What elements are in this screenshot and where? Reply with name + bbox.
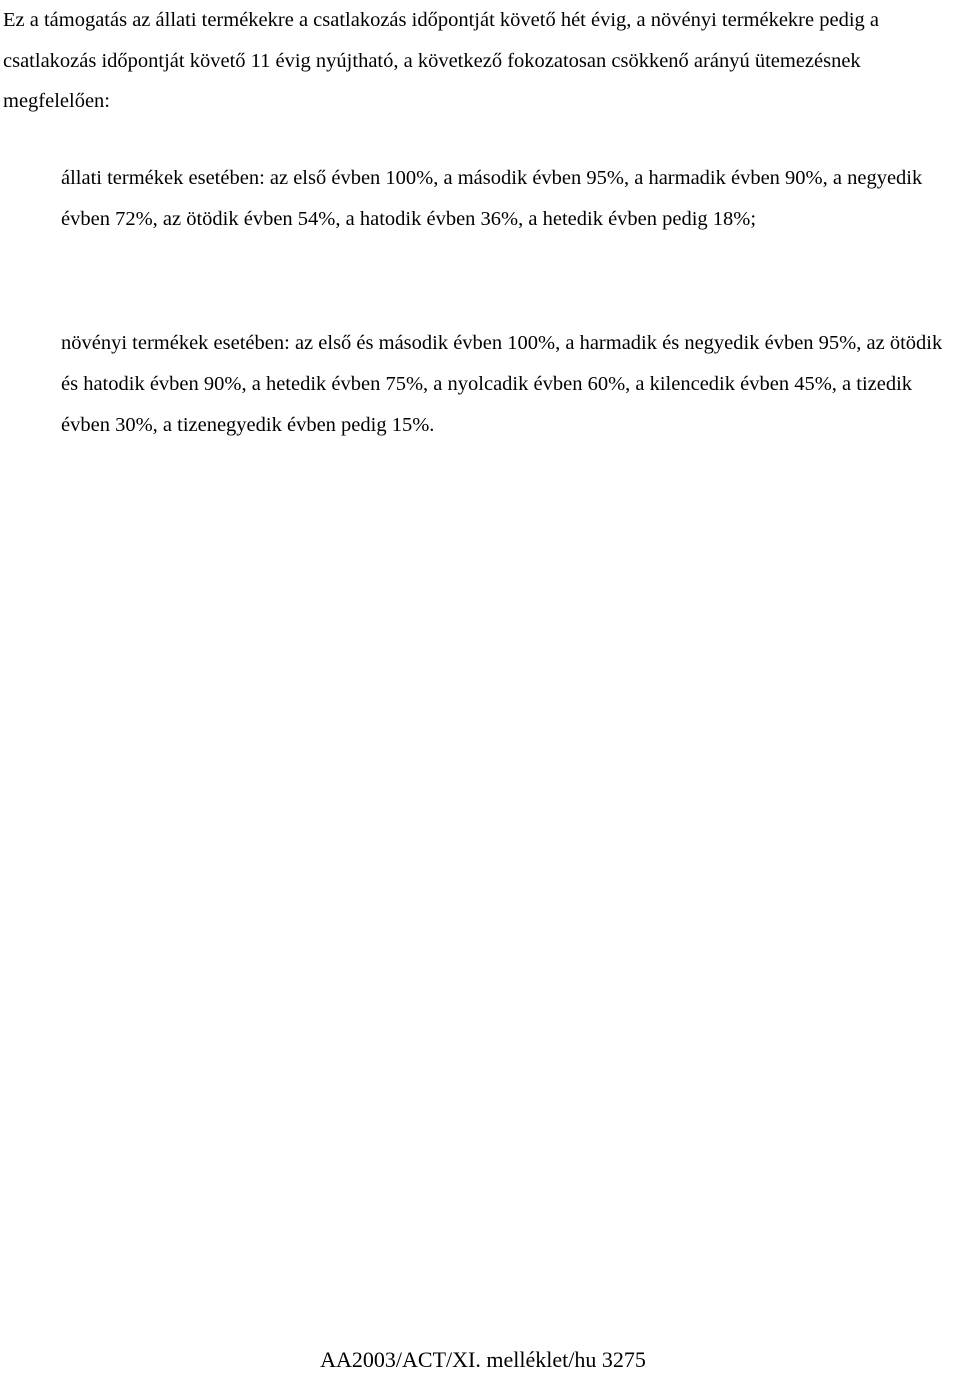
plant-products-schedule: növényi termékek esetében: az első és második évben 100%, a harmadik és negyedik évben 95%, az ötödik és hatodik évben 90%, a hetedik évben 75%, a nyolcadik évben 60%, a kilencedik évben 45%, a tizedik évben 30%, a tizenegyedik évben pedig 15%.: [61, 332, 943, 436]
intro-paragraph: Ez a támogatás az állati termékekre a csatlakozás időpontját követő hét évig, a növényi termékekre pedig a csatlakozás időpontját követő 11 évig nyújtható, a következő fokozatosan csökkenő arányú ütemezésnek megfelelően:: [3, 9, 880, 112]
page-footer: AA2003/ACT/XI. melléklet/hu 3275: [320, 1347, 646, 1372]
animal-products-schedule: állati termékek esetében: az első évben 100%, a második évben 95%, a harmadik évben 90%, a negyedik évben 72%, az ötödik évben 54%, a hatodik évben 36%, a hetedik évben pedig 18%;: [61, 167, 923, 230]
